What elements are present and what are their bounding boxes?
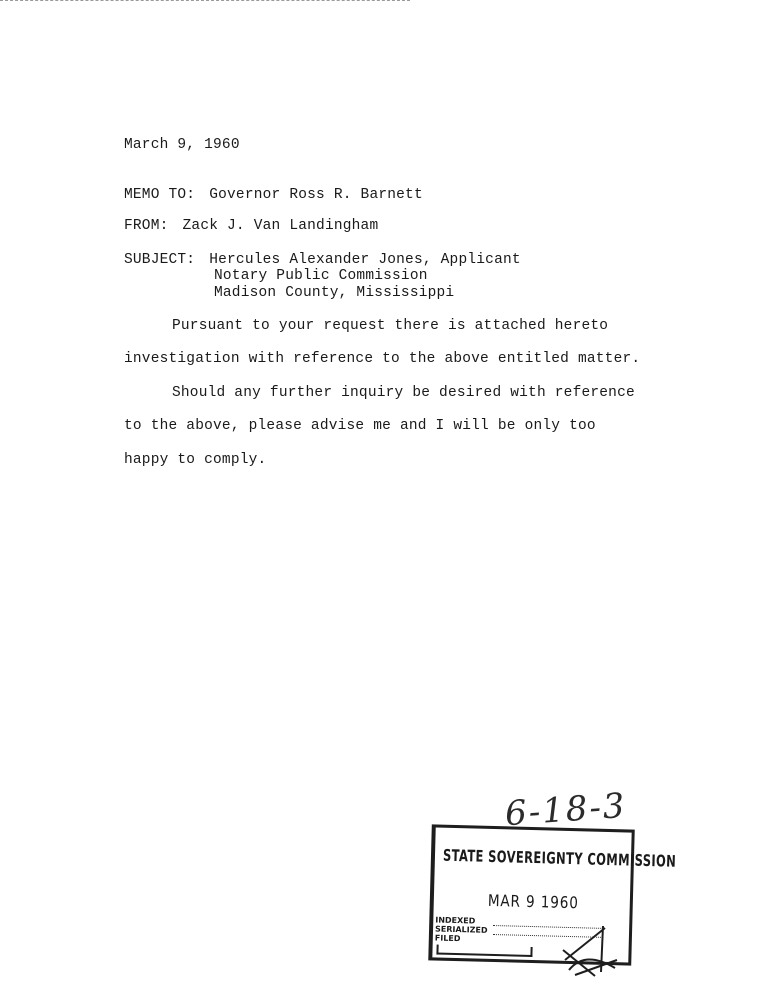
memo-subject-line-2: Notary Public Commission: [214, 268, 428, 284]
page-top-dotted-edge: [0, 0, 410, 1]
body-line: happy to comply.: [124, 452, 267, 468]
body-line: Should any further inquiry be desired with reference: [172, 385, 635, 401]
initials-signature-icon: [555, 920, 625, 980]
memo-subject-line-1: Hercules Alexander Jones, Applicant: [209, 252, 521, 268]
memo-to-value: Governor Ross R. Barnett: [209, 187, 423, 203]
stamp-checklist: [435, 915, 488, 943]
stamp-date: MAR 9 1960: [487, 890, 579, 913]
stamp-bracket: [436, 945, 532, 958]
stamp-title: STATE SOVEREIGNTY COMMISSION: [442, 845, 677, 871]
stamp-serialized-label: SERIALIZED: [434, 924, 488, 935]
memo-from-line: [124, 218, 378, 234]
body-line: to the above, please advise me and I will be only too: [124, 418, 596, 434]
memo-subject-line-3: Madison County, Mississippi: [214, 285, 455, 301]
memo-subject-line: [124, 252, 521, 268]
handwritten-file-number: 6-18-3: [503, 785, 628, 835]
body-line: Pursuant to your request there is attached hereto: [172, 318, 609, 334]
memo-date: March 9, 1960: [124, 137, 240, 153]
memo-from-label: FROM:: [124, 218, 169, 234]
stamp-filed-label: FILED: [434, 933, 461, 944]
memo-to-line: [124, 187, 423, 203]
memo-to-label: MEMO TO:: [124, 187, 196, 203]
memo-subject-label: SUBJECT:: [124, 252, 196, 268]
memo-from-value: Zack J. Van Landingham: [182, 218, 379, 234]
body-line: investigation with reference to the above entitled matter.: [124, 351, 641, 367]
stamp-indexed-label: INDEXED: [435, 915, 476, 926]
